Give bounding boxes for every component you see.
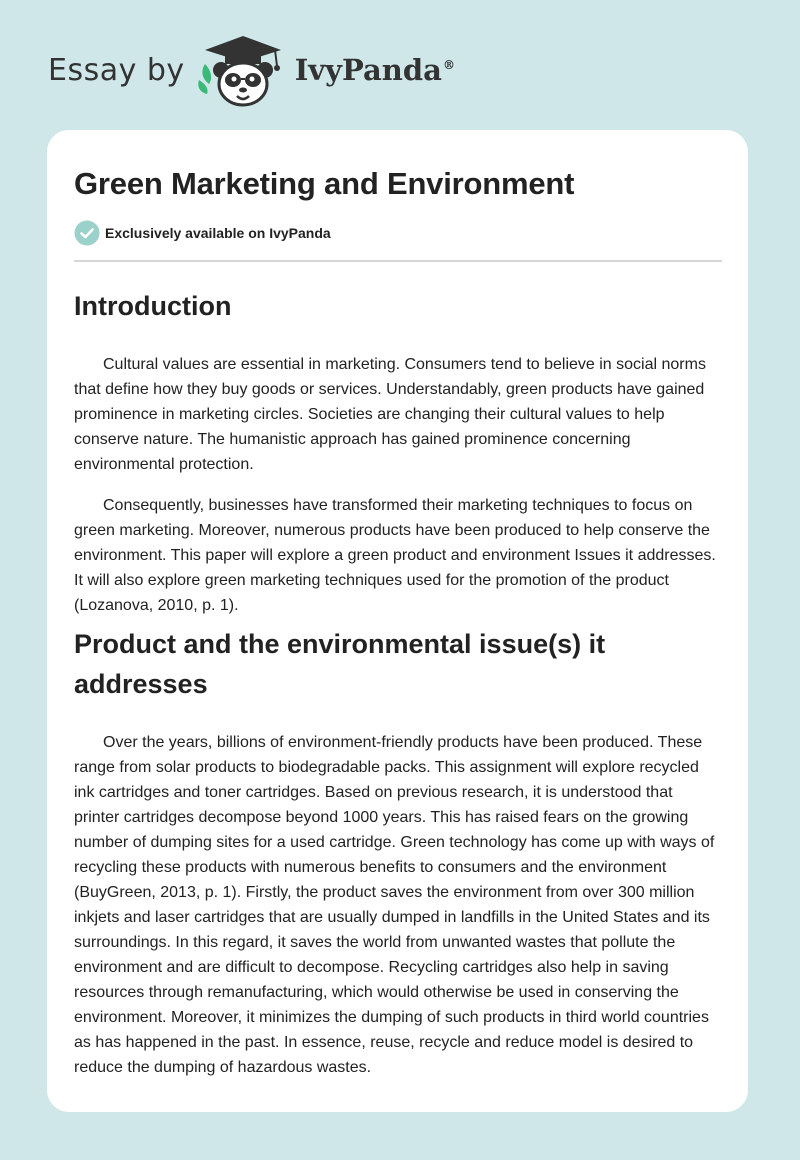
exclusive-badge <box>74 220 722 246</box>
essay-card <box>47 130 748 1112</box>
panda-graduate-icon[interactable] <box>195 32 291 108</box>
page-title: Green Marketing and Environment <box>74 166 575 201</box>
badge-label: Exclusively available on IvyPanda <box>105 225 331 241</box>
registered-mark: ® <box>442 58 455 73</box>
brand-text: IvyPanda <box>294 53 442 87</box>
section-heading-product: Product and the environmental issue(s) it addresses <box>74 629 606 699</box>
check-circle-icon <box>74 220 100 246</box>
paragraph: Consequently, businesses have transformed their marketing techniques to focus on green marketing. Moreover, numerous products have been produced to help conserve the environment. This paper will explore a green product and environment Issues it addresses. It will also explore green marketing techniques used for the promotion of the product (Lozanova, 2010, p. 1). <box>74 497 716 614</box>
section-heading-introduction: Introduction <box>74 291 232 321</box>
paragraph: Cultural values are essential in marketing. Consumers tend to believe in social norms that define how they buy goods or services. Understandably, green products have gained prominence in marketing circles. Societies are changing their cultural values to help conserve nature. The humanistic approach has gained prominence concerning environmental protection. <box>74 356 706 473</box>
divider <box>74 260 722 262</box>
site-header <box>48 30 455 110</box>
essay-by-label: Essay by <box>48 52 185 88</box>
brand-name[interactable] <box>295 53 455 87</box>
paragraph: Over the years, billions of environment-friendly products have been produced. These range from solar products to biodegradable packs. This assignment will explore recycled ink cartridges and toner cartridges. Based on previous research, it is understood that printer cartridges decompose beyond 1000 years. This has raised fears on the growing number of dumping sites for a used cartridge. Green technology has come up with ways of recycling these products with numerous benefits to consumers and the environment (BuyGreen, 2013, p. 1). Firstly, the product saves the environment from over 300 million inkjets and laser cartridges that are usually dumped in landfills in the United States and its surroundings. In this regard, it saves the world from unwanted wastes that pollute the environment and are difficult to decompose. Recycling cartridges also help in saving resources through remanufacturing, which would otherwise be used in conserving the environment. Moreover, it minimizes the dumping of such products in third world countries as has happened in the past. In essence, reuse, recycle and reduce model is desired to reduce the dumping of hazardous wastes. <box>74 734 715 1076</box>
